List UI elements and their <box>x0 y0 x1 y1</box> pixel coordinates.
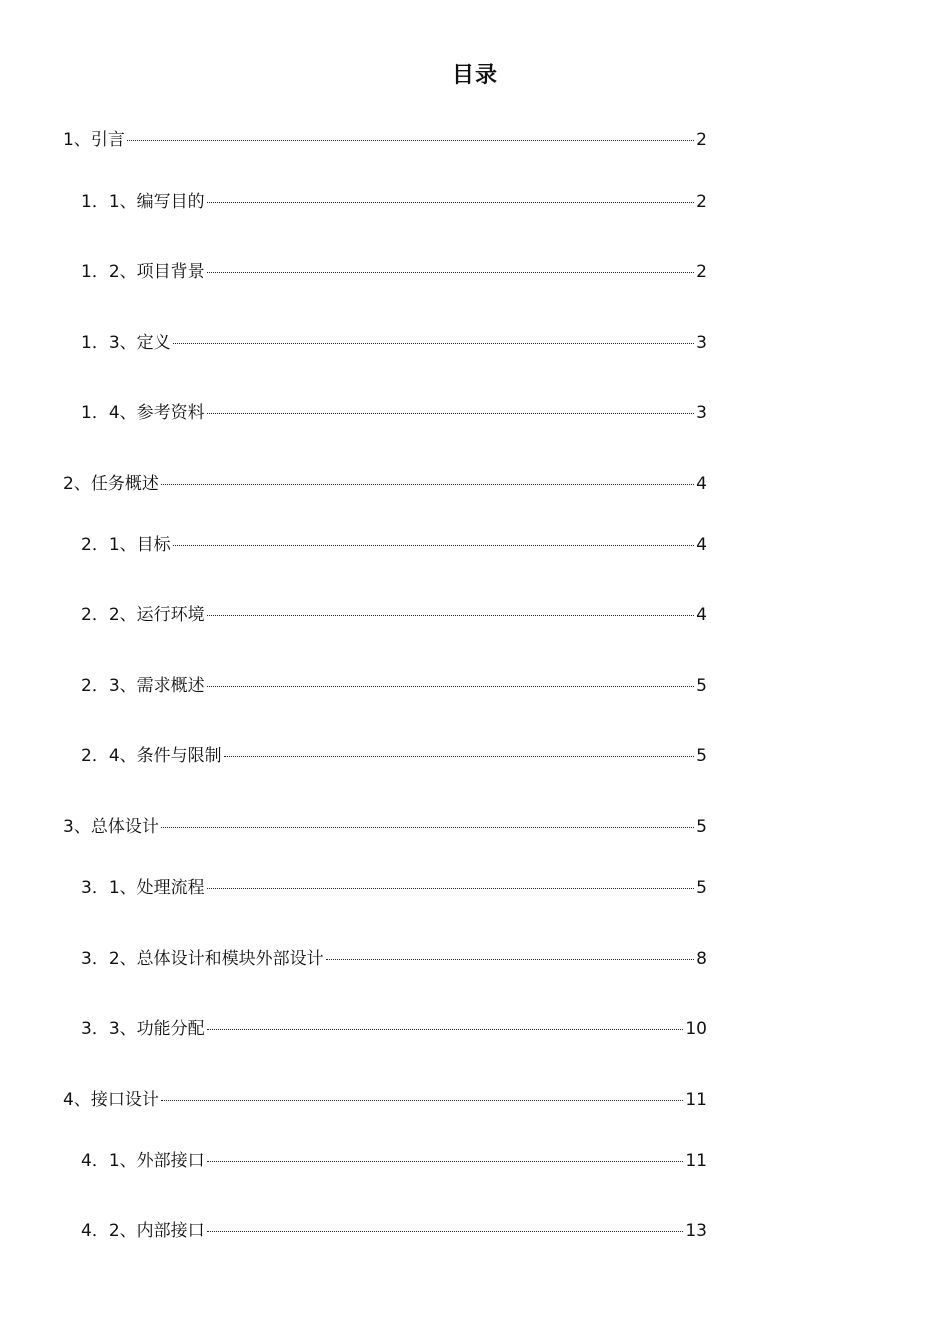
toc-dot-leader <box>161 484 694 485</box>
toc-entry-label: 3．2、总体设计和模块外部设计 <box>81 949 324 969</box>
toc-dot-leader <box>326 959 695 960</box>
toc-page-number: 3 <box>696 333 707 353</box>
toc-entry-label: 4．1、外部接口 <box>81 1151 205 1171</box>
toc-entry[interactable] <box>81 603 707 627</box>
toc-page-number: 5 <box>696 676 707 696</box>
toc-page-number: 4 <box>696 535 707 555</box>
toc-dot-leader <box>207 1161 684 1162</box>
toc-entry[interactable] <box>63 815 707 839</box>
toc-entry-label: 4．2、内部接口 <box>81 1221 205 1241</box>
toc-entry[interactable] <box>81 331 707 355</box>
toc-entry-label: 2．2、运行环境 <box>81 605 205 625</box>
toc-dot-leader <box>161 827 694 828</box>
toc-entry[interactable] <box>81 1149 707 1173</box>
toc-dot-leader <box>207 888 695 889</box>
toc-entry[interactable] <box>81 1219 707 1243</box>
toc-entry[interactable] <box>81 401 707 425</box>
toc-entry-label: 1、引言 <box>63 130 125 150</box>
toc-page-number: 8 <box>696 949 707 969</box>
toc-entry[interactable] <box>63 128 707 152</box>
toc-entry[interactable] <box>81 947 707 971</box>
toc-page-number: 2 <box>696 262 707 282</box>
toc-page-number: 10 <box>685 1019 707 1039</box>
toc-entry-label: 4、接口设计 <box>63 1090 159 1110</box>
toc-entry[interactable] <box>81 744 707 768</box>
toc-page-number: 5 <box>696 817 707 837</box>
toc-entry-label: 1．1、编写目的 <box>81 192 205 212</box>
toc-entry-label: 3．1、处理流程 <box>81 878 205 898</box>
toc-entry[interactable] <box>81 674 707 698</box>
toc-page-number: 4 <box>696 605 707 625</box>
toc-page-number: 11 <box>685 1090 707 1110</box>
toc-dot-leader <box>173 545 695 546</box>
toc-entry[interactable] <box>63 1088 707 1112</box>
toc-entry-label: 3．3、功能分配 <box>81 1019 205 1039</box>
toc-entry-label: 1．4、参考资料 <box>81 403 205 423</box>
toc-entry[interactable] <box>81 1017 707 1041</box>
toc-page-number: 11 <box>685 1151 707 1171</box>
toc-entry-label: 3、总体设计 <box>63 817 159 837</box>
toc-dot-leader <box>207 1231 684 1232</box>
toc-page-number: 13 <box>685 1221 707 1241</box>
toc-page-number: 4 <box>696 474 707 494</box>
toc-dot-leader <box>207 615 695 616</box>
toc-dot-leader <box>224 756 695 757</box>
toc-entry[interactable] <box>63 472 707 496</box>
toc-entry[interactable] <box>81 876 707 900</box>
toc-dot-leader <box>207 1029 684 1030</box>
toc-entry-label: 2．1、目标 <box>81 535 171 555</box>
toc-dot-leader <box>207 202 695 203</box>
toc-title: 目录 <box>451 63 498 88</box>
toc-dot-leader <box>207 413 695 414</box>
toc-entry-label: 2、任务概述 <box>63 474 159 494</box>
toc-dot-leader <box>173 343 695 344</box>
toc-page-number: 2 <box>696 192 707 212</box>
toc-page-number: 5 <box>696 746 707 766</box>
toc-entry[interactable] <box>81 533 707 557</box>
toc-entry-label: 1．2、项目背景 <box>81 262 205 282</box>
toc-entry-label: 1．3、定义 <box>81 333 171 353</box>
toc-dot-leader <box>127 140 694 141</box>
toc-page-number: 2 <box>696 130 707 150</box>
toc-page-number: 3 <box>696 403 707 423</box>
toc-dot-leader <box>161 1100 684 1101</box>
toc-dot-leader <box>207 272 695 273</box>
toc-entry[interactable] <box>81 190 707 214</box>
toc-page-number: 5 <box>696 878 707 898</box>
toc-entry-label: 2．4、条件与限制 <box>81 746 222 766</box>
toc-entry-label: 2．3、需求概述 <box>81 676 205 696</box>
toc-entry[interactable] <box>81 260 707 284</box>
toc-dot-leader <box>207 686 695 687</box>
